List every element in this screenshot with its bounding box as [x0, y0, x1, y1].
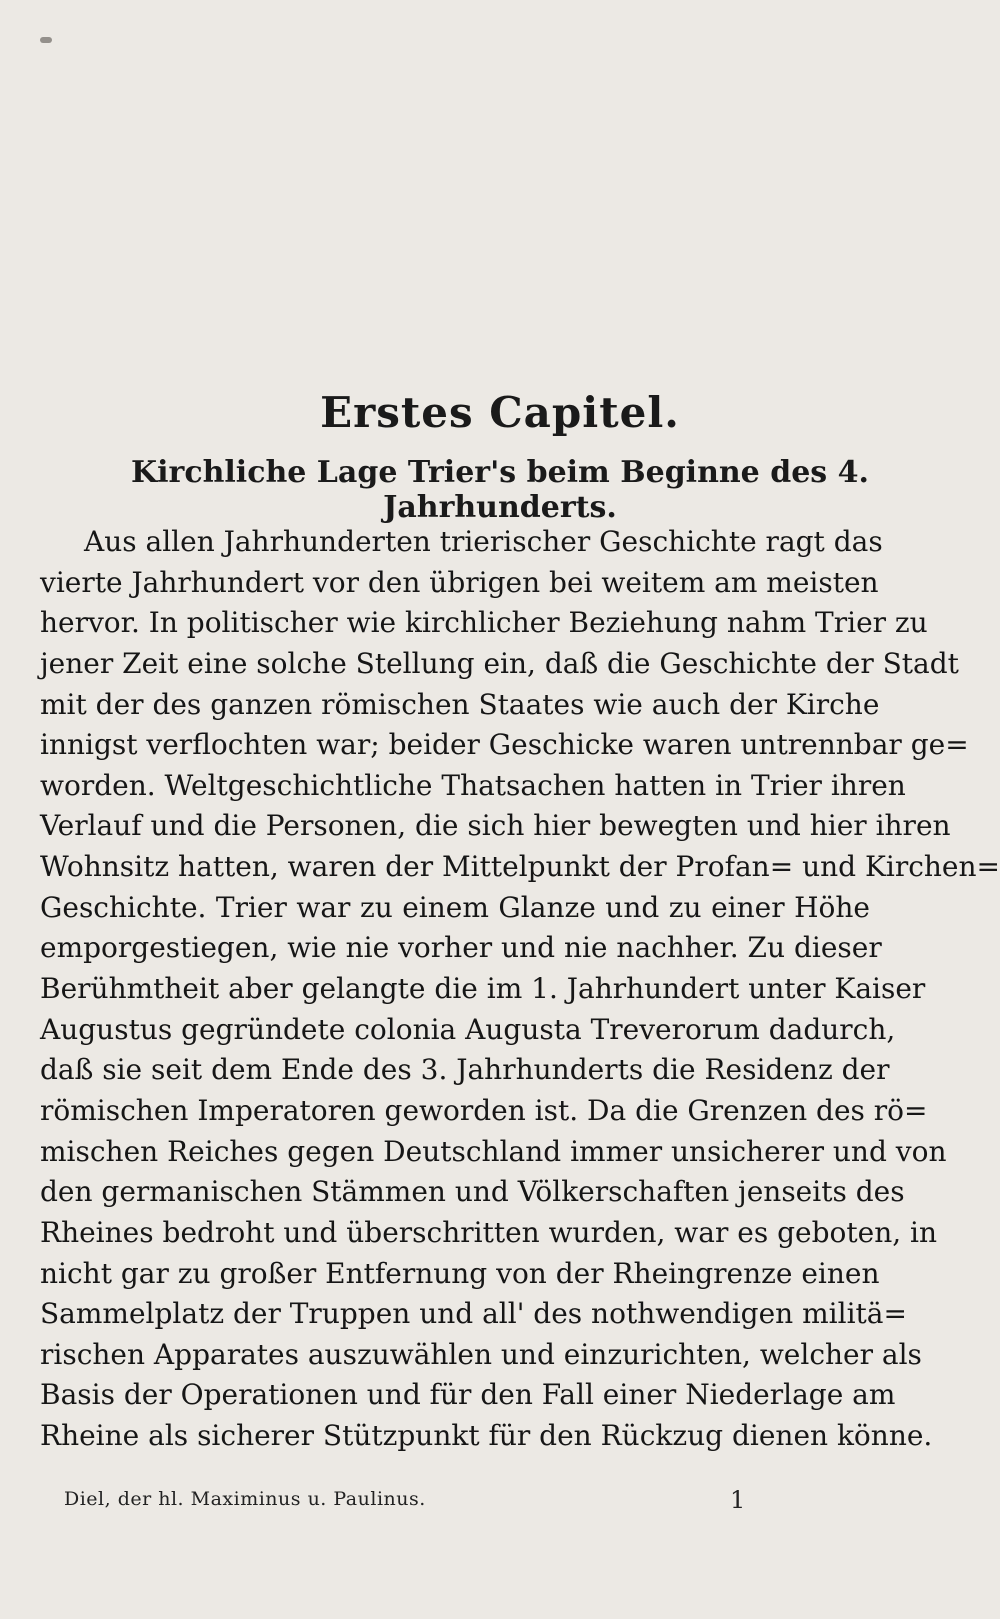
- text-line: nicht gar zu großer Entfernung von der Rheingrenze einen: [40, 1256, 880, 1290]
- text-line: rischen Apparates auszuwählen und einzurichten, welcher als: [40, 1337, 922, 1371]
- text-line: daß sie seit dem Ende des 3. Jahrhunderts die Residenz der: [40, 1053, 890, 1087]
- footer-signature: Diel, der hl. Maximinus u. Paulinus.: [64, 1488, 426, 1510]
- chapter-title: Erstes Capitel.: [320, 388, 680, 437]
- text-line: vierte Jahrhundert vor den übrigen bei weitem am meisten: [40, 565, 879, 599]
- text-line: emporgestiegen, wie nie vorher und nie nachher. Zu dieser: [40, 931, 882, 965]
- text-line: mischen Reiches gegen Deutschland immer unsicherer und von: [40, 1134, 947, 1168]
- ink-smudge: [40, 37, 52, 43]
- text-line: Verlauf und die Personen, die sich hier bewegten und hier ihren: [40, 809, 951, 843]
- chapter-subtitle: Kirchliche Lage Trier's beim Beginne des 4. Jahrhunderts.: [131, 455, 869, 525]
- text-line: mit der des ganzen römischen Staates wie auch der Kirche: [40, 687, 880, 721]
- text-line: jener Zeit eine solche Stellung ein, daß die Geschichte der Stadt: [40, 646, 959, 680]
- text-line: Rheines bedroht und überschritten wurden, war es geboten, in: [40, 1215, 938, 1249]
- text-line: innigst verflochten war; beider Geschicke waren untrennbar ge=: [40, 728, 969, 762]
- text-line: Wohnsitz hatten, waren der Mittelpunkt der Profan= und Kirchen=: [40, 850, 1000, 884]
- text-line: römischen Imperatoren geworden ist. Da die Grenzen des rö=: [40, 1093, 928, 1127]
- text-line: Rheine als sicherer Stützpunkt für den Rückzug dienen könne.: [40, 1419, 933, 1453]
- text-line: Augustus gegründete colonia Augusta Treverorum dadurch,: [40, 1012, 896, 1046]
- text-line: Geschichte. Trier war zu einem Glanze und zu einer Höhe: [40, 890, 870, 924]
- page-number: 1: [730, 1486, 746, 1514]
- text-line: Basis der Operationen und für den Fall einer Niederlage am: [40, 1378, 896, 1412]
- text-line: Sammelplatz der Truppen und all' des nothwendigen militä=: [40, 1297, 907, 1331]
- body-text: [40, 522, 1000, 1457]
- text-line: worden. Weltgeschichtliche Thatsachen hatten in Trier ihren: [40, 768, 906, 802]
- text-line: Aus allen Jahrhunderten trierischer Geschichte ragt das: [84, 525, 883, 558]
- text-line: hervor. In politischer wie kirchlicher Beziehung nahm Trier zu: [40, 606, 928, 640]
- text-line: Berühmtheit aber gelangte die im 1. Jahrhundert unter Kaiser: [40, 972, 926, 1006]
- text-line: den germanischen Stämmen und Völkerschaften jenseits des: [40, 1175, 905, 1209]
